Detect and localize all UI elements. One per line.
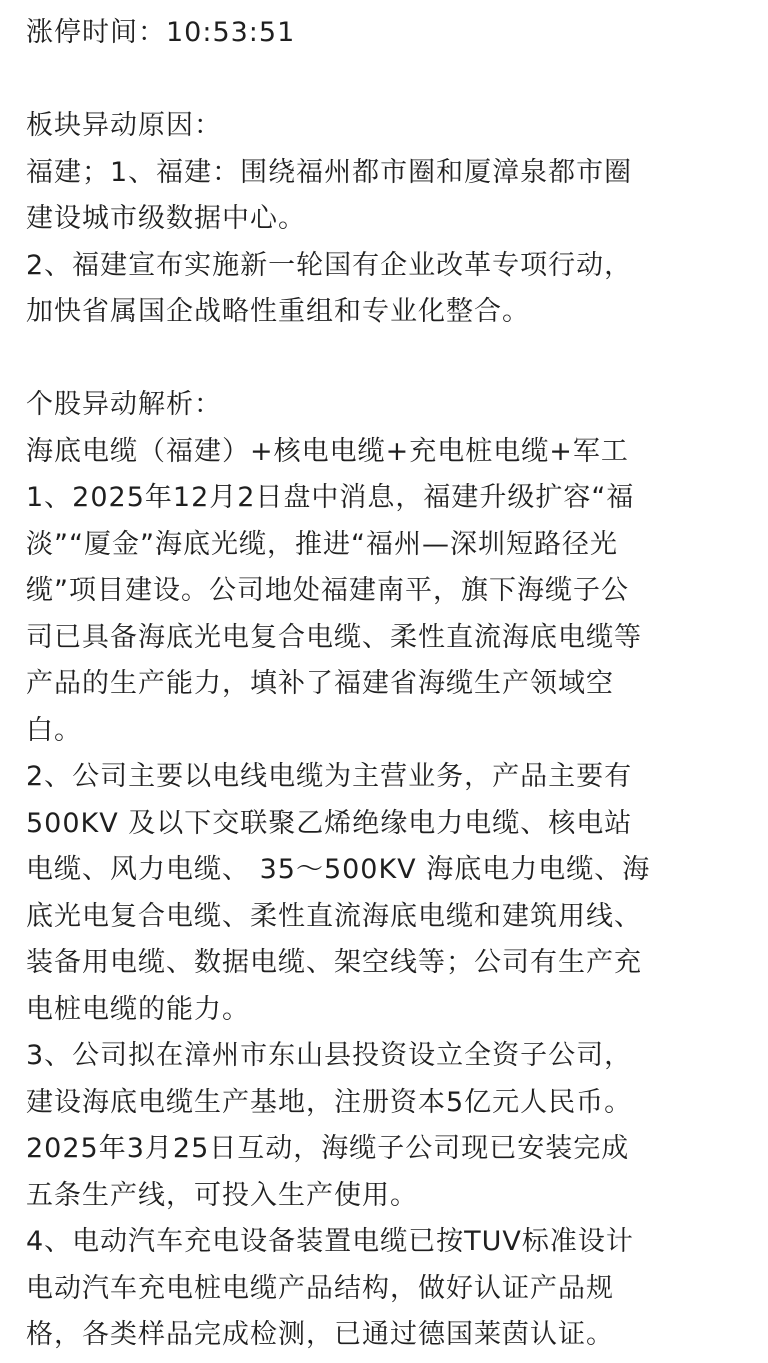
stock-analysis-line: 淡”“厦金”海底光缆，推进“福州—深圳短路径光 [26, 528, 618, 560]
stock-analysis-line: 建设海底电缆生产基地，注册资本5亿元人民币。 [26, 1086, 633, 1118]
sector-reason-title: 板块异动原因： [26, 110, 222, 141]
stock-analysis-line: 海底电缆（福建）+核电电缆+充电桩电缆+军工 [26, 435, 629, 467]
stock-analysis-line: 电缆、风力电缆、 35～500KV 海底电力电缆、海 [26, 854, 651, 885]
stock-analysis-line: 4、电动汽车充电设备装置电缆已按TUV标准设计 [26, 1226, 634, 1257]
spacer [26, 336, 744, 383]
stock-analysis-line: 2025年3月25日互动，海缆子公司现已安装完成 [26, 1133, 630, 1164]
stock-analysis-line: 电桩电缆的能力。 [26, 993, 250, 1025]
stock-analysis-line: 500KV 及以下交联聚乙烯绝缘电力电缆、核电站 [26, 807, 633, 839]
stock-analysis-line: 底光电复合电缆、柔性直流海底电缆和建筑用线、 [26, 900, 642, 932]
stock-analysis-line: 五条生产线，可投入生产使用。 [26, 1179, 418, 1211]
sector-reason-line: 加快省属国企战略性重组和专业化整合。 [26, 296, 530, 327]
stock-analysis-line: 电动汽车充电桩电缆产品结构，做好认证产品规 [26, 1272, 614, 1304]
stock-analysis-line: 3、公司拟在漳州市东山县投资设立全资子公司， [26, 1040, 633, 1071]
spacer [26, 57, 744, 104]
stock-analysis-line: 格，各类样品完成检测，已通过德国莱茵认证。 [26, 1319, 614, 1350]
stock-analysis-line: 司已具备海底光电复合电缆、柔性直流海底电缆等 [26, 621, 642, 653]
limit-up-time: 涨停时间：10:53:51 [26, 17, 296, 48]
stock-analysis-line: 2、公司主要以电线电缆为主营业务，产品主要有 [26, 761, 633, 792]
stock-analysis-line: 白。 [26, 714, 82, 746]
stock-analysis-title: 个股异动解析： [26, 389, 222, 420]
stock-analysis-line: 缆”项目建设。公司地处福建南平，旗下海缆子公 [26, 575, 629, 606]
stock-analysis-line: 产品的生产能力，填补了福建省海缆生产领域空 [26, 668, 614, 699]
sector-reason-line: 2、福建宣布实施新一轮国有企业改革专项行动， [26, 249, 633, 281]
stock-analysis-line: 装备用电缆、数据电缆、架空线等；公司有生产充 [26, 947, 642, 978]
sector-reason-line: 建设城市级数据中心。 [26, 203, 306, 234]
stock-analysis-line: 1、2025年12月2日盘中消息，福建升级扩容“福 [26, 482, 635, 513]
sector-reason-line: 福建；1、福建：围绕福州都市圈和厦漳泉都市圈 [26, 156, 633, 188]
